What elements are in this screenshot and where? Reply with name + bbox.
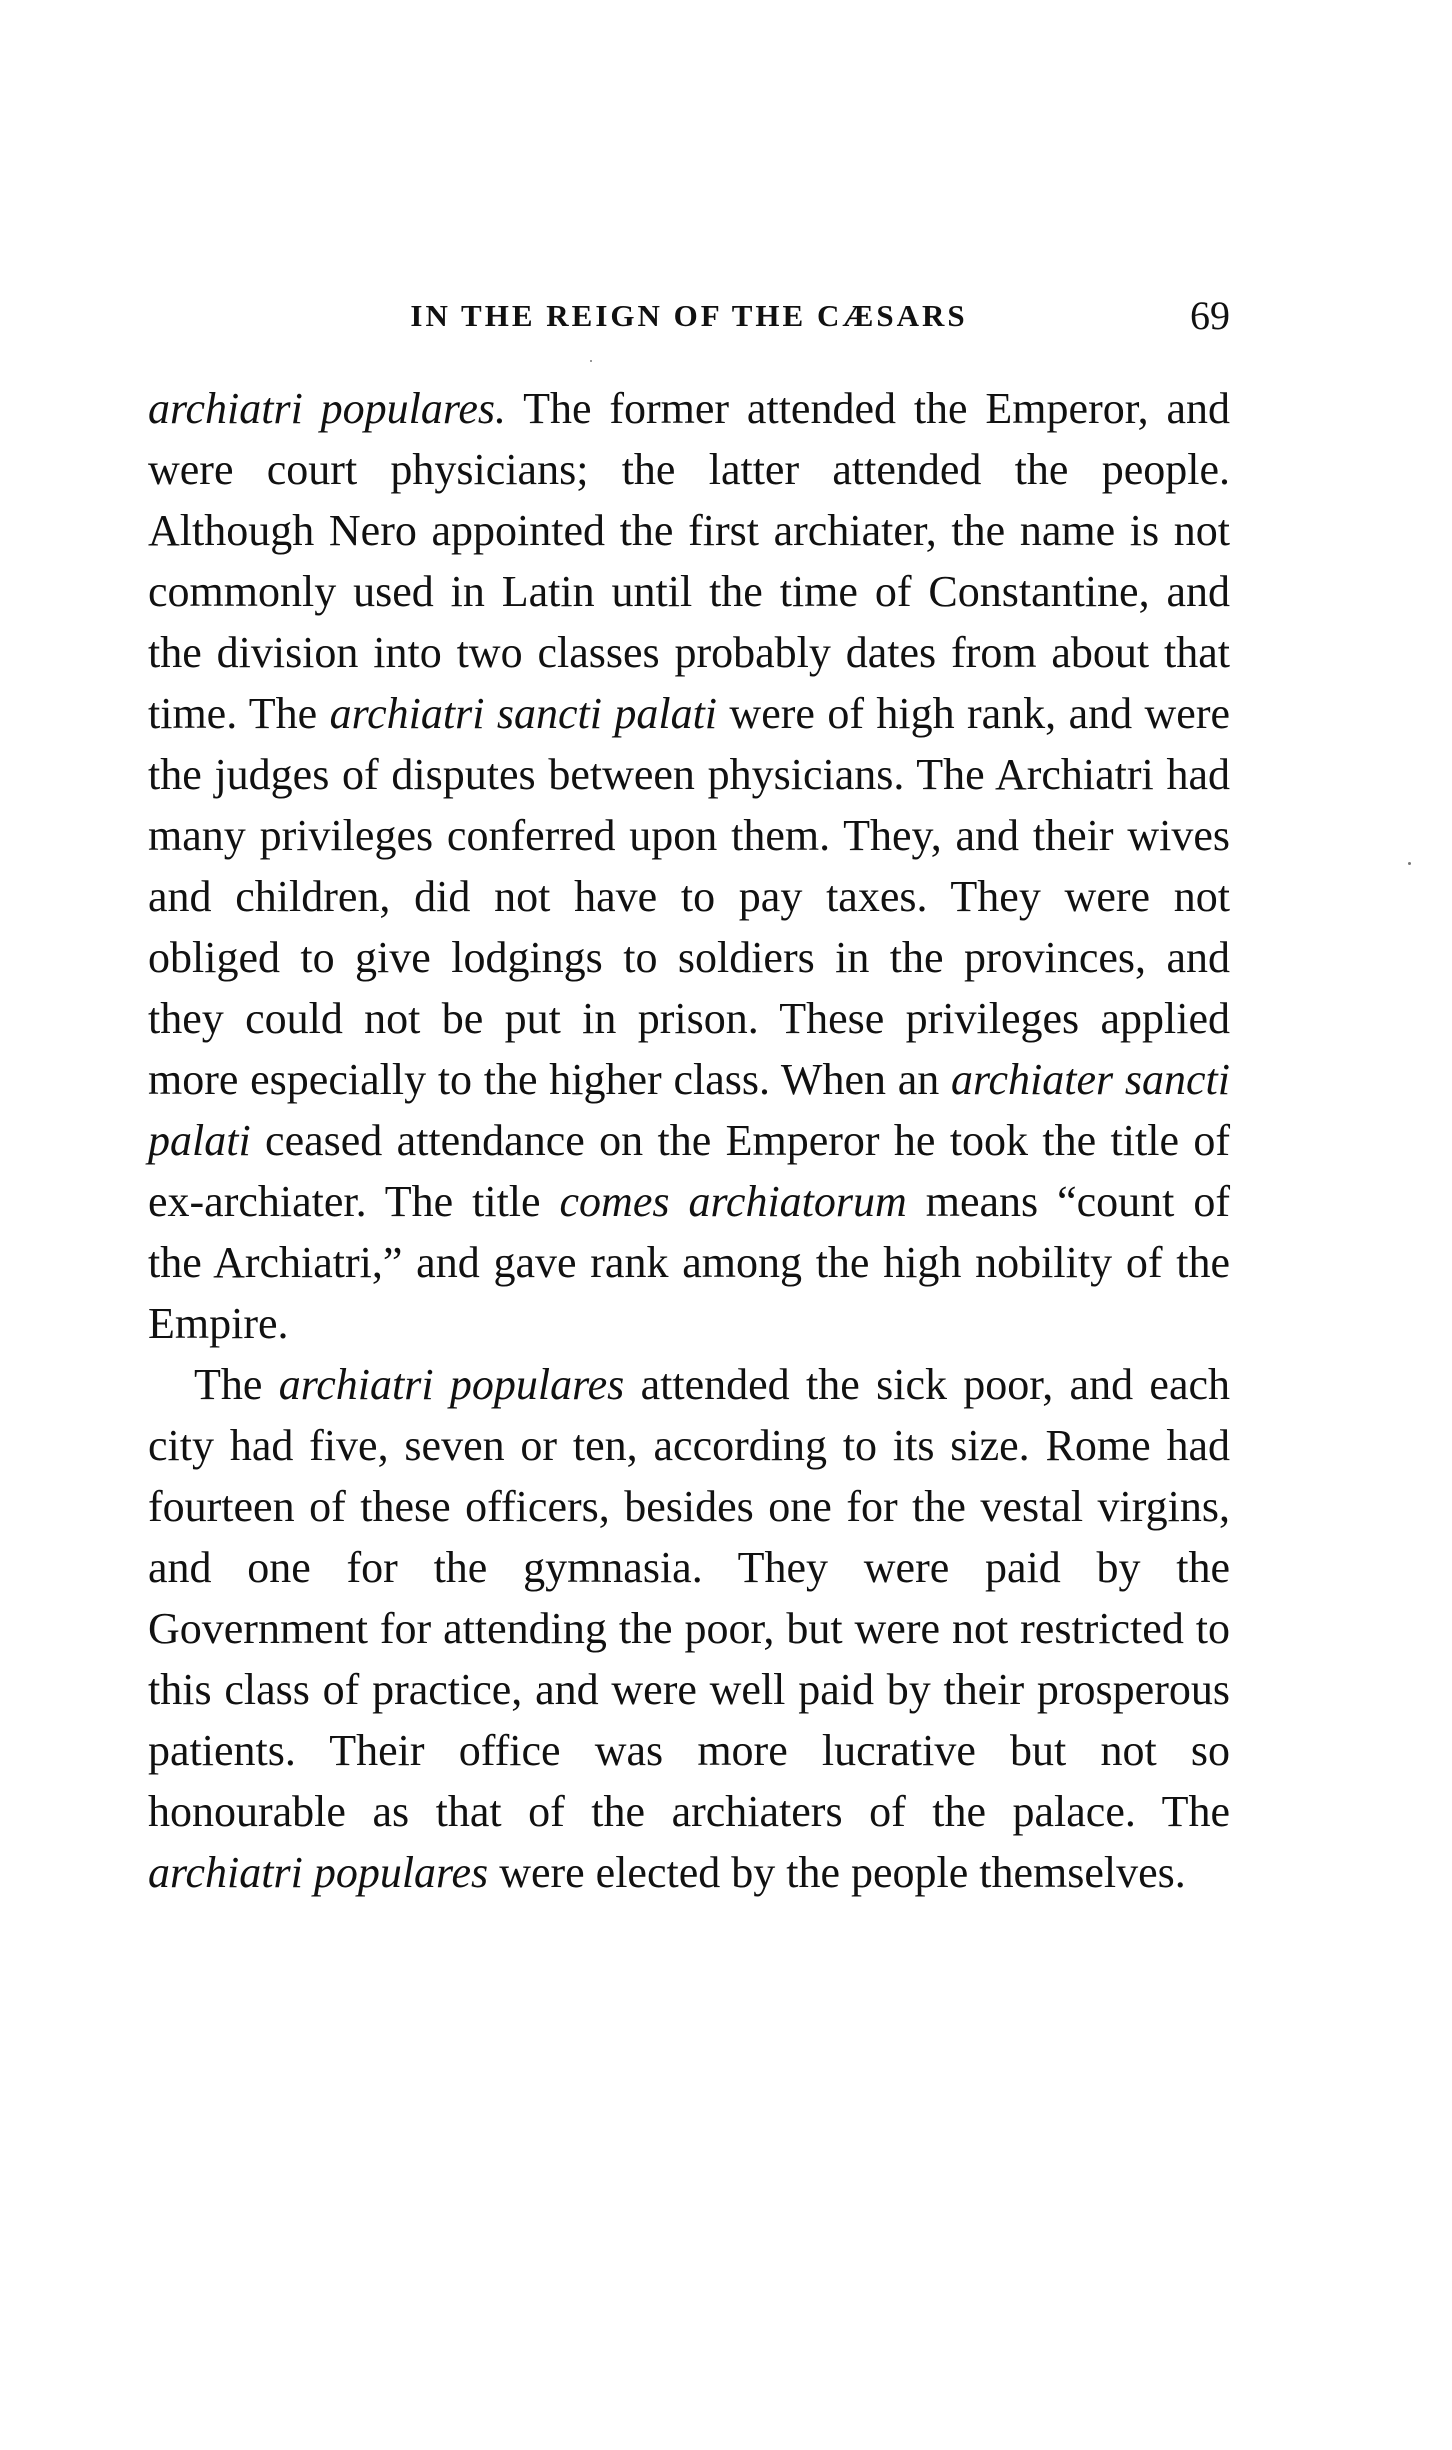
paragraph-1 xyxy=(148,378,1230,1354)
running-title: IN THE REIGN OF THE CÆSARS xyxy=(410,298,968,333)
text-run: The xyxy=(194,1360,279,1409)
text-run: were elected by the people themselves. xyxy=(488,1848,1186,1897)
paper-speck xyxy=(590,360,592,362)
italic-term: archiatri populares xyxy=(148,1848,489,1897)
italic-term: archiatri sancti palati xyxy=(329,689,718,738)
body-text xyxy=(148,378,1230,1903)
paragraph-2 xyxy=(148,1354,1230,1903)
italic-term: comes archiatorum xyxy=(559,1177,907,1226)
paper-speck xyxy=(1408,862,1411,865)
italic-term: archiatri populares. xyxy=(148,384,507,433)
text-run: were of high rank, and were the judges of disputes between physicians. The Archiatri had many privileges conferred upon them. They, and their wives and children, did not have to pay taxes. They were not obliged to give lodgings to soldiers in the provinces, and they could not be put in prison. These privileges applied more especially to the higher class. When an xyxy=(148,689,1231,1104)
text-run: The former attended the Emperor, and were court physicians; the latter attended the people. Although Nero appointed the first archiater, the name is not commonly used in Latin until the time of Constantine, and the division into two classes probably dates from about that time. The xyxy=(148,384,1230,738)
italic-term: archiatri populares xyxy=(278,1360,625,1409)
page-number: 69 xyxy=(1190,293,1230,338)
text-run: means “count of the Archiatri,” and gave rank among the high nobility of the Empire. xyxy=(148,1177,1231,1348)
text-run: attended the sick poor, and each city had five, seven or ten, according to its size. Rome had fourteen of these officers, besides one for the vestal virgins, and one for the gymnasia. They were paid by the Government for attending the poor, but were not restricted to this class of practice, and were well paid by their prosperous patients. Their office was more lucrative but not so honourable as that of the archiaters of the palace. The xyxy=(148,1360,1230,1836)
italic-term: archiater sancti palati xyxy=(148,1055,1230,1165)
running-header xyxy=(148,292,1230,342)
text-run: ceased attendance on the Emperor he took the title of ex-archiater. The title xyxy=(148,1116,1230,1226)
